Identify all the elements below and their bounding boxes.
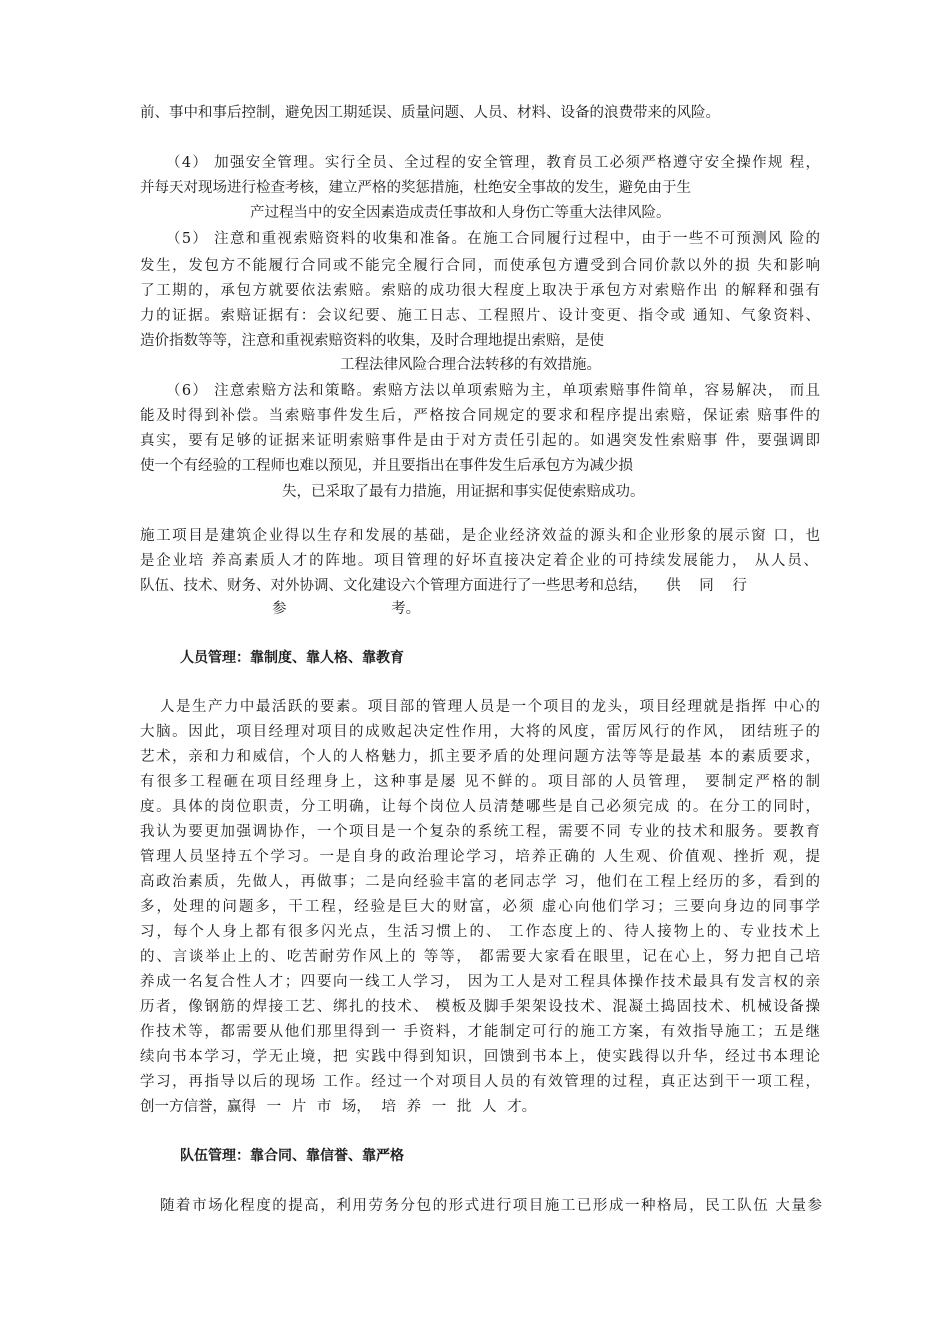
- text-line: 学习，再指导以后的现场 工作。经过一个对项目人员的有效管理的过程，真正达到干一项工程，: [140, 1074, 820, 1090]
- text-line: 度。具体的岗位职责，分工明确，让每个岗位人员清楚哪些是自己必须完成 的。在分工的同时，: [140, 799, 820, 815]
- text-line: 历者，像钢筋的焊接工艺、绑扎的技术、 模板及脚手架架设技术、混凝土捣固技术、机械设备操: [140, 999, 820, 1015]
- text-line: （6） 注意索赔方法和策略。索赔方法以单项索赔为主，单项索赔事件简单，容易解决， 而且: [166, 383, 820, 399]
- text-line: 我认为要更加强调协作，一个项目是一个复杂的系统工程，需要不同 专业的技术和服务。要教育: [140, 824, 820, 840]
- text-line: 了工期的，承包方就要依法索赔。索赔的成功很大程度上取决于承包方对索赔作出 的解释和强有: [140, 283, 820, 299]
- text-line: 随着市场化程度的提高，利用劳务分包的形式进行项目施工已形成一种格局，民工队伍 大量参: [160, 1198, 822, 1214]
- text-line: 有很多工程砸在项目经理身上，这种事是屡 见不鲜的。项目部的人员管理， 要制定严格的制: [140, 774, 820, 790]
- text-line: 使一个有经验的工程师也难以预见，并且要指出在事件发生后承包方为减少损: [140, 458, 633, 474]
- text-line: 参 考。: [272, 601, 421, 617]
- text-line: 前、事中和事后控制，避免因工期延误、质量问题、人员、材料、设备的浪费带来的风险。: [140, 105, 720, 121]
- text-line: 施工项目是建筑企业得以生存和发展的基础，是企业经济效益的源头和企业形象的展示窗 口，也: [140, 528, 820, 544]
- text-line: 养成一名复合性人才；四要向一线工人学习， 因为工人是对工程具体操作技术最具有发言权的亲: [140, 974, 820, 990]
- text-line: 发生，发包方不能履行合同或不能完全履行合同，而使承包方遭受到合同价款以外的损 失和影响: [140, 258, 820, 274]
- text-line: 创一方信誉，赢得 一 片 市 场， 培 养 一 批 人 才。: [140, 1099, 537, 1115]
- text-line: 工程法律风险合理合法转移的有效措施。: [340, 357, 601, 373]
- text-line: 人是生产力中最活跃的要素。项目部的管理人员是一个项目的龙头，项目经理就是指挥 中心的: [160, 699, 820, 715]
- text-line: 造价指数等等，注意和重视索赔资料的收集，及时合理地提出索赔，是使: [140, 333, 604, 349]
- text-line: 队伍、技术、财务、对外协调、文化建设六个管理方面进行了一些思考和总结， 供 同 行: [140, 578, 747, 594]
- section-heading: 人员管理：靠制度、靠人格、靠教育: [180, 650, 404, 666]
- section-heading: 队伍管理：靠合同、靠信誉、靠严格: [180, 1148, 404, 1164]
- text-line: 管理人员坚持五个学习。一是自身的政治理论学习，培养正确的 人生观、价值观、挫折 观，提: [140, 849, 820, 865]
- text-line: 的、言谈举止上的、吃苦耐劳作风上的 等等， 都需要大家看在眼里，记在心上，努力把自己培: [140, 949, 820, 965]
- text-line: 产过程当中的安全因素造成责任事故和人身伤亡等重大法律风险。: [250, 205, 671, 221]
- text-line: 大脑。因此，项目经理对项目的成败起决定性作用，大将的风度，雷厉风行的作风， 团结班子的: [140, 724, 820, 740]
- text-line: 续向书本学习，学无止境，把 实践中得到知识，回馈到书本上，使实践得以升华，经过书本理论: [140, 1049, 820, 1065]
- text-line: 多，处理的问题多，干工程，经验是巨大的财富，必须 虚心向他们学习；三要向身边的同事学: [140, 899, 820, 915]
- text-line: 艺术，亲和力和威信，个人的人格魅力，抓主要矛盾的处理问题方法等等是最基 本的素质要求，: [140, 749, 820, 765]
- text-line: 是企业培 养高素质人才的阵地。项目管理的好坏直接决定着企业的可持续发展能力， 从人员、: [140, 553, 818, 569]
- text-line: 并每天对现场进行检查考核，建立严格的奖惩措施，杜绝安全事故的发生，避免由于生: [140, 180, 691, 196]
- text-line: 作技术等，都需要从他们那里得到一 手资料，才能制定可行的施工方案，有效指导施工；五是继: [140, 1024, 820, 1040]
- text-line: 失，已采取了最有力措施，用证据和事实促使索赔成功。: [282, 484, 645, 500]
- text-line: 能及时得到补偿。当索赔事件发生后，严格按合同规定的要求和程序提出索赔，保证索 赔事件的: [140, 408, 820, 424]
- text-line: （4） 加强安全管理。实行全员、全过程的安全管理，教育员工必须严格遵守安全操作规 程，: [166, 155, 820, 171]
- text-line: 习，每个人身上都有很多闪光点，生活习惯上的、 工作态度上的、待人接物上的、专业技术上: [140, 924, 820, 940]
- text-line: 力的证据。索赔证据有：会议纪要、施工日志、工程照片、设计变更、指令或 通知、气象资料、: [140, 308, 820, 324]
- text-line: 真实，要有足够的证据来证明索赔事件是由于对方责任引起的。如遇突发性索赔事 件，要强调即: [140, 433, 820, 449]
- text-line: 高政治素质，先做人，再做事；二是向经验丰富的老同志学 习，他们在工程上经历的多，看到的: [140, 874, 820, 890]
- text-line: （5） 注意和重视索赔资料的收集和准备。在施工合同履行过程中，由于一些不可预测风 险的: [166, 231, 820, 247]
